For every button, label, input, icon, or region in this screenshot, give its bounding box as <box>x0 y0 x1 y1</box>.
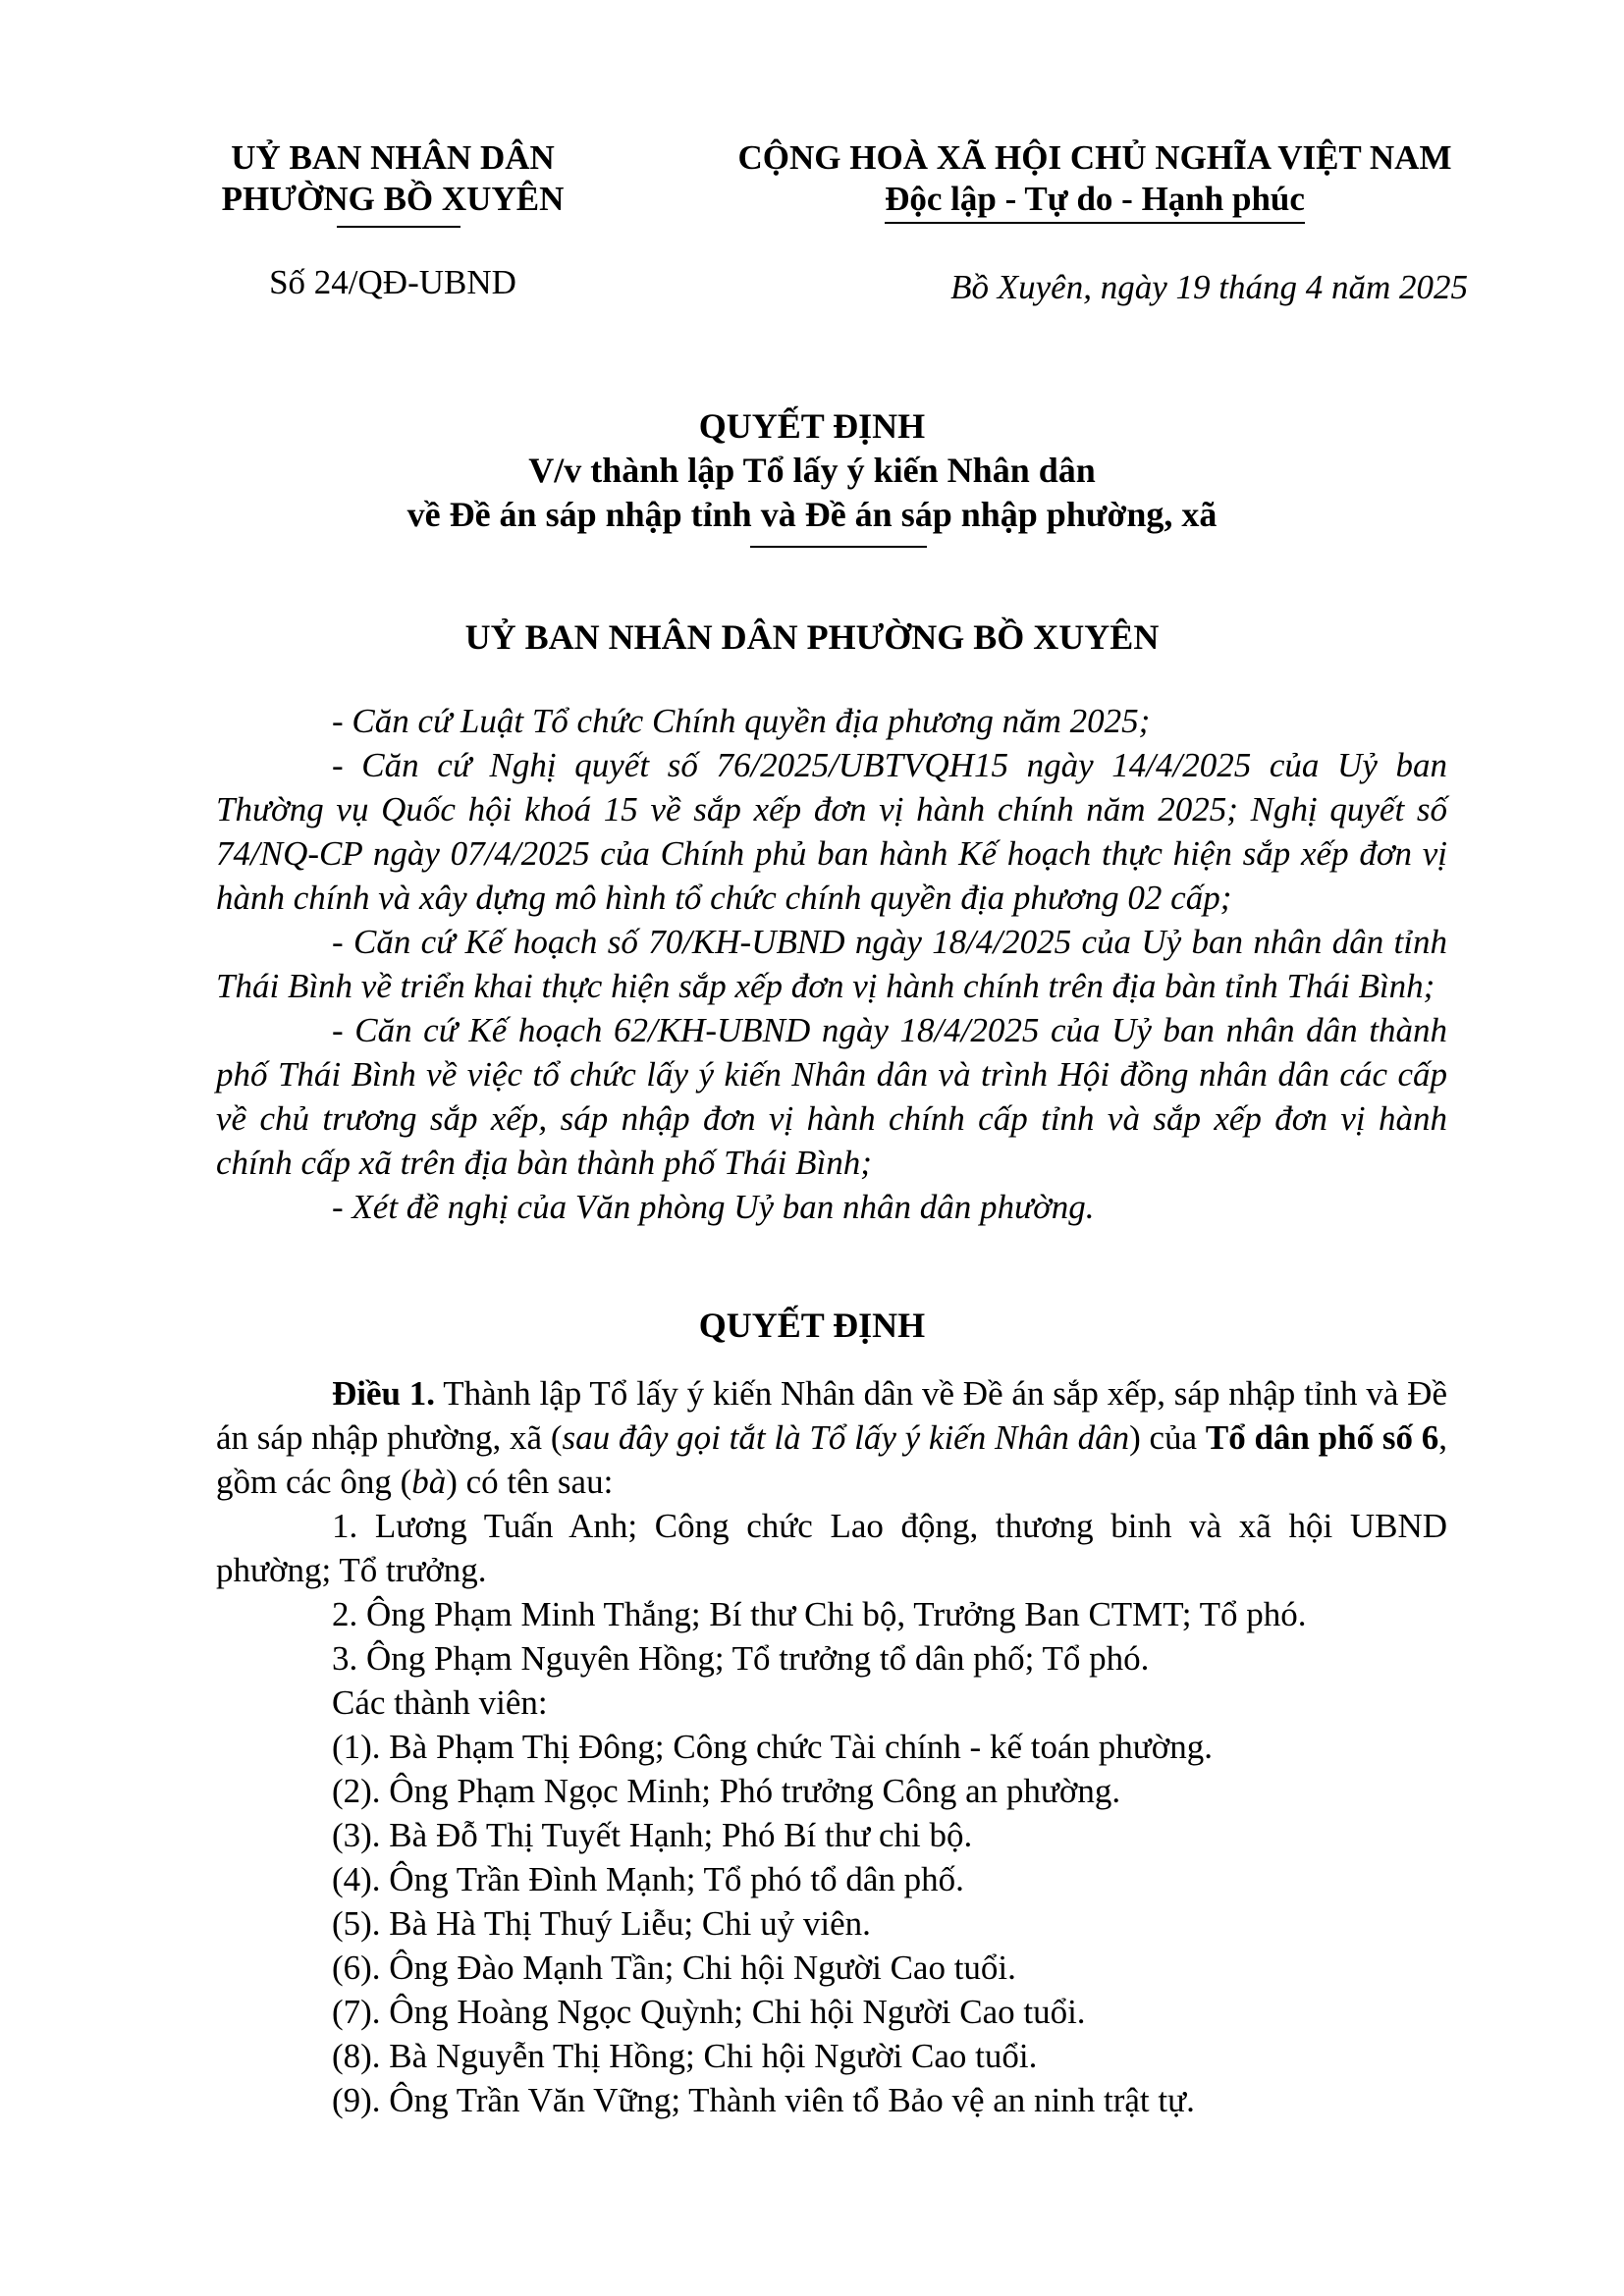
legal-basis-item: - Căn cứ Kế hoạch số 70/KH-UBND ngày 18/4/2025 của Uỷ ban nhân dân tỉnh Thái Bình về triển khai thực hiện sắp xếp đơn vị hành chính trên địa bàn tỉnh Thái Bình; <box>216 923 1447 1005</box>
member-item: 1. Lương Tuấn Anh; Công chức Lao động, thương binh và xã hội UBND phường; Tổ trưởng. <box>216 1507 1447 1589</box>
member-item: 2. Ông Phạm Minh Thắng; Bí thư Chi bộ, Trưởng Ban CTMT; Tổ phó. <box>332 1595 1307 1633</box>
member-item: (5). Bà Hà Thị Thuý Liễu; Chi uỷ viên. <box>332 1904 871 1943</box>
legal-bases <box>216 699 1447 1229</box>
article-text-part: ) của <box>1129 1418 1206 1457</box>
member-item: (8). Bà Nguyễn Thị Hồng; Chi hội Người Cao tuổi. <box>332 2037 1038 2075</box>
members-subheading: Các thành viên: <box>332 1683 548 1722</box>
article-text-italic: bà <box>411 1463 447 1501</box>
member-item: (7). Ông Hoàng Ngọc Quỳnh; Chi hội Người Cao tuổi. <box>332 1993 1086 2031</box>
member-item: (6). Ông Đào Mạnh Tần; Chi hội Người Cao tuổi. <box>332 1949 1016 1987</box>
country-name: CỘNG HOÀ XÃ HỘI CHỦ NGHĨA VIỆT NAM <box>737 138 1452 177</box>
member-item: (2). Ông Phạm Ngọc Minh; Phó trưởng Công an phường. <box>332 1772 1121 1810</box>
issuing-agency <box>206 137 579 220</box>
legal-basis-item: - Căn cứ Kế hoạch 62/KH-UBND ngày 18/4/2025 của Uỷ ban nhân dân thành phố Thái Bình về việc tổ chức lấy ý kiến Nhân dân và trình Hội đồng nhân dân các cấp về chủ trương sắp xếp, sáp nhập đơn vị hành chính cấp tỉnh và sắp xếp đơn vị hành chính cấp xã trên địa bàn thành phố Thái Bình; <box>216 1011 1447 1182</box>
agency-underline <box>337 226 460 228</box>
article-1-text <box>216 1371 1447 1504</box>
place-date: Bồ Xuyên, ngày 19 tháng 4 năm 2025 <box>950 268 1468 306</box>
decision-heading: QUYẾT ĐỊNH <box>698 1306 926 1345</box>
authority-heading: UỶ BAN NHÂN DÂN PHƯỜNG BỒ XUYÊN <box>464 617 1160 657</box>
national-header <box>687 137 1502 224</box>
article-label: Điều 1. <box>332 1374 436 1413</box>
agency-line-1: UỶ BAN NHÂN DÂN <box>231 138 555 177</box>
title-underline <box>750 546 927 548</box>
article-1 <box>216 1371 1447 1504</box>
member-item: (1). Bà Phạm Thị Đông; Công chức Tài chính - kế toán phường. <box>332 1728 1213 1766</box>
place-date-wrap <box>687 268 1502 307</box>
legal-basis-item: - Xét đề nghị của Văn phòng Uỷ ban nhân dân phường. <box>332 1188 1095 1226</box>
member-item: (3). Bà Đỗ Thị Tuyết Hạnh; Phó Bí thư chi bộ. <box>332 1816 973 1854</box>
member-item: (9). Ông Trần Văn Vững; Thành viên tổ Bảo vệ an ninh trật tự. <box>332 2081 1195 2119</box>
article-text-part: Thành lập Tổ lấy ý kiến Nhân dân về Đề án sắp xếp, sáp nhập tỉnh và Đề án sáp nhập phường, xã ( <box>216 1374 1447 1457</box>
legal-basis-item: - Căn cứ Luật Tổ chức Chính quyền địa phương năm 2025; <box>332 702 1151 740</box>
document-number: Số 24/QĐ-UBND <box>269 263 516 301</box>
article-text-bold: Tổ dân phố số 6 <box>1205 1418 1439 1457</box>
article-text-italic: sau đây gọi tắt là Tổ lấy ý kiến Nhân dân <box>562 1418 1130 1457</box>
subject-line-2: về Đề án sáp nhập tỉnh và Đề án sáp nhập phường, xã <box>406 495 1218 534</box>
article-text-part: ) có tên sau: <box>446 1463 614 1501</box>
member-item: (4). Ông Trần Đình Mạnh; Tổ phó tổ dân phố. <box>332 1860 964 1898</box>
subject-line-1: V/v thành lập Tổ lấy ý kiến Nhân dân <box>528 451 1096 490</box>
agency-line-2: PHƯỜNG BỒ XUYÊN <box>221 180 565 218</box>
member-list <box>216 1504 1447 2122</box>
article-text-part: , gồm các ông ( <box>216 1418 1447 1501</box>
member-item: 3. Ông Phạm Nguyên Hồng; Tổ trưởng tổ dân phố; Tổ phó. <box>332 1639 1150 1678</box>
document-title <box>147 404 1477 537</box>
national-motto: Độc lập - Tự do - Hạnh phúc <box>885 179 1305 224</box>
document-type: QUYẾT ĐỊNH <box>698 406 926 446</box>
legal-basis-item: - Căn cứ Nghị quyết số 76/2025/UBTVQH15 ngày 14/4/2025 của Uỷ ban Thường vụ Quốc hội khoá 15 về sắp xếp đơn vị hành chính năm 2025; Nghị quyết số 74/NQ-CP ngày 07/4/2025 của Chính phủ ban hành Kế hoạch thực hiện sắp xếp đơn vị hành chính và xây dựng mô hình tổ chức chính quyền địa phương 02 cấp; <box>216 746 1447 917</box>
